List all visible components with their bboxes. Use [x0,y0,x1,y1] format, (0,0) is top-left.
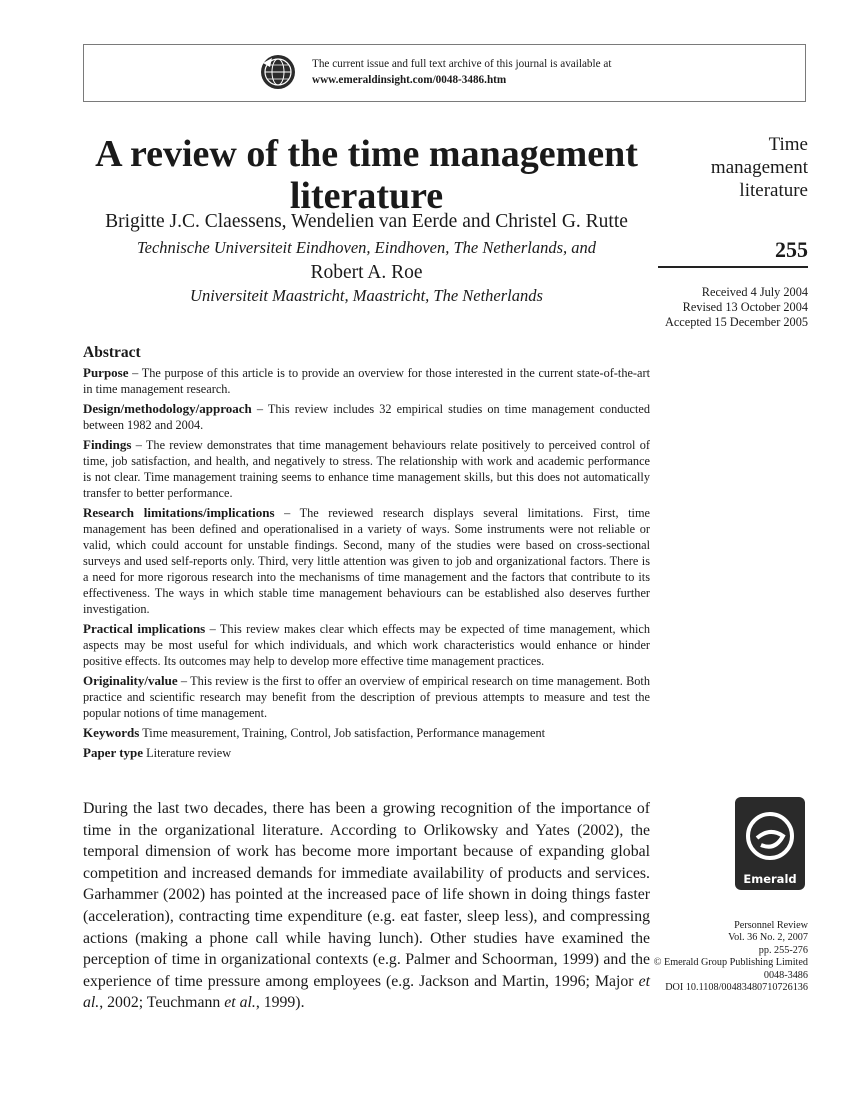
abstract-heading: Abstract [83,344,141,361]
affiliation-maastricht: Universiteit Maastricht, Maastricht, The Netherlands [190,286,543,305]
findings-label: Findings [83,437,132,452]
originality-label: Originality/value [83,673,178,688]
practical-label: Practical implications [83,621,206,636]
abstract-paper-type [83,745,650,761]
author-list: Brigitte J.C. Claessens, Wendelien van Eerde and Christel G. Rutte [105,211,628,232]
et-al: et al. [224,994,256,1012]
emerald-logo [735,797,805,890]
journal-copyright: © Emerald Group Publishing Limited [653,957,808,969]
submission-dates [640,285,808,330]
journal-pages: pp. 255-276 [758,944,808,956]
body-text-part: During the last two decades, there has been a growing recognition of the importance of time in the organizational literature. According to Orlikowsky and Yates (2002), the temporal dimension of work has become more important because of expanding global competition and increased demands for immediate availability of products and services. Garhammer (2002) has pointed at the increased pace of life shown in doing things faster (acceleration), contracting time expenditure (e.g. eat faster, sleep less), and compressing actions (making a phone call while having lunch). Other studies have examined the perception of time in organizational contexts (e.g. Palmer and Schoorman, 1999) and the experience of time pressure among employees (e.g. Jackson and Martin, 1996; Major [83,800,650,990]
purpose-label: Purpose [83,365,129,380]
abstract-body [83,365,650,765]
revised-date: Revised 13 October 2004 [682,300,808,314]
paper-type-text: Literature review [143,746,232,760]
body-text-part: , 2002; Teuchmann [99,994,225,1012]
originality-text: – This review is the first to offer an overview of empirical research on time management. Both practice and scientific research may benefit from the description of previous attempts to measure and test the popular notions of time management. [83,674,650,720]
keywords-label: Keywords [83,725,140,740]
title-line-2: literature [289,175,444,217]
abstract-keywords [83,725,650,741]
accepted-date: Accepted 15 December 2005 [664,315,808,329]
margin-divider [658,266,808,268]
purpose-text: – The purpose of this article is to provide an overview for those interested in the current state-of-the-art in time management research. [83,366,650,396]
running-head-line: Time [768,134,808,155]
running-head-line: literature [739,180,808,201]
limitations-text: – The reviewed research displays several limitations. First, time management has been defined and operationalised in a variety of ways. Some instruments were not reliable or valid, which could account for unstable findings. Second, many of the studies were based on cross-sectional surveys and used self-reports only. Third, very little attention was given to job and organizational factors. There is a need for more rigorous research into the mechanisms of time management and the factors that contribute to its effectiveness. The ways in which stable time management behaviours can be established also deserves further investigation. [83,506,650,616]
journal-url-link[interactable]: www.emeraldinsight.com/0048-3486.htm [312,74,507,86]
abstract-limitations [83,505,650,617]
journal-access-banner [83,44,806,102]
journal-name: Personnel Review [734,920,808,931]
paper-type-label: Paper type [83,745,144,760]
keywords-text: Time measurement, Training, Control, Job satisfaction, Performance management [139,726,546,740]
journal-issn: 0048-3486 [763,969,808,981]
body-paragraph [83,798,650,1014]
abstract-practical [83,621,650,669]
affiliation-eindhoven: Technische Universiteit Eindhoven, Eindhoven, The Netherlands, and [136,238,597,257]
article-title [83,133,650,217]
design-label: Design/methodology/approach [83,401,252,416]
abstract-purpose [83,365,650,397]
author-roe: Robert A. Roe [310,262,423,283]
body-text-part: , 1999). [255,994,305,1012]
title-line-1: A review of the time management [95,133,638,175]
running-head [640,133,808,202]
limitations-label: Research limitations/implications [83,505,275,520]
page-number: 255 [775,237,808,262]
practical-text: – This review makes clear which effects may be expected of time management, which aspects may be most useful for which individuals, and which work characteristics would enhance or hinder positive effects. Its outcomes may help to develop more effective time management practices. [83,622,651,668]
journal-info [610,920,808,994]
abstract-design [83,401,650,433]
design-text: – This review includes 32 empirical studies on time management conducted between 1982 and 2004. [83,402,650,432]
abstract-findings [83,437,650,501]
banner-text [312,56,611,88]
emerald-logo-icon [735,801,805,871]
running-head-line: management [710,157,808,178]
received-date: Received 4 July 2004 [701,285,808,299]
et-al: et al. [83,972,650,1012]
findings-text: – The review demonstrates that time management behaviours relate positively to perceived control of time, job satisfaction, and health, and negatively to stress. The relationship with work and academic performance is not clear. Time management training seems to enhance time management skills, but this does not automatically transfer to better performance. [83,438,650,500]
emerald-wordmark: Emerald [743,872,797,886]
banner-line: The current issue and full text archive of this journal is available at [312,58,612,70]
journal-doi[interactable]: DOI 10.1108/00483480710726136 [665,982,808,994]
abstract-originality [83,673,650,721]
globe-icon [260,54,296,90]
journal-volume: Vol. 36 No. 2, 2007 [728,932,808,944]
